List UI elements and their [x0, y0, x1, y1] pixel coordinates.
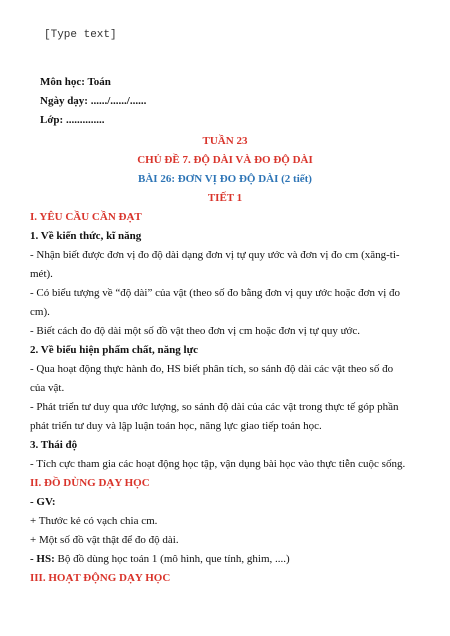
header-placeholder: [Type text] — [44, 29, 117, 41]
lesson-title: BÀI 26: ĐƠN VỊ ĐO ĐỘ DÀI (2 tiết) — [138, 173, 312, 185]
paragraph-text: - Tích cực tham gia các hoạt động học tập, vận dụng bài học vào thực tiễn cuộc sống. — [30, 458, 406, 470]
paragraph-text: - Qua hoạt động thực hành đo, HS biết phân tích, so sánh độ dài các vật theo số đo — [30, 363, 394, 375]
section3-heading: III. HOẠT ĐỘNG DẠY HỌC — [30, 572, 171, 584]
hs-line — [30, 552, 290, 566]
paragraph-text: - Có biểu tượng về “độ dài” của vật (theo số đo bằng đơn vị quy ước hoặc đơn vị đo — [30, 287, 400, 299]
date-line: Ngày dạy: ....../....../...... — [40, 95, 147, 107]
paragraph-text: - Biết cách đo độ dài một số đồ vật theo đơn vị cm hoặc đơn vị tự quy ước. — [30, 325, 360, 337]
section2-heading: II. ĐỒ DÙNG DẠY HỌC — [30, 477, 150, 489]
paragraph-text: - Nhận biết được đơn vị đo độ dài dạng đơn vị tự quy ước và đơn vị đo cm (xăng-ti- — [30, 249, 400, 261]
topic-title: CHỦ ĐỀ 7. ĐỘ DÀI VÀ ĐO ĐỘ DÀI — [137, 154, 313, 166]
section1-heading: I. YÊU CẦU CẦN ĐẠT — [30, 211, 142, 223]
gv-item: + Một số đồ vật thật để đo độ dài. — [30, 534, 179, 546]
gv-item: + Thước kẻ có vạch chia cm. — [30, 515, 158, 527]
paragraph-text: của vật. — [30, 382, 65, 394]
section1-sub2: 2. Về biểu hiện phẩm chất, năng lực — [30, 344, 199, 356]
hs-label: - HS: — [30, 553, 55, 565]
class-line: Lớp: .............. — [40, 114, 105, 126]
paragraph-text: cm). — [30, 306, 50, 318]
gv-label: - GV: — [30, 496, 56, 508]
section1-sub3: 3. Thái độ — [30, 439, 78, 451]
section1-sub1: 1. Về kiến thức, kĩ năng — [30, 230, 142, 242]
subject-line: Môn học: Toán — [40, 76, 111, 88]
paragraph-text: - Phát triển tư duy qua ước lượng, so sánh độ dài của các vật trong thực tế góp phần — [30, 401, 399, 413]
paragraph-text: mét). — [30, 268, 53, 280]
period-title: TIẾT 1 — [207, 192, 243, 204]
week-title: TUẦN 23 — [202, 135, 248, 147]
hs-text: Bộ đồ dùng học toán 1 (mô hình, que tính, ghim, ....) — [54, 553, 290, 565]
paragraph-text: phát triển tư duy và lập luận toán học, năng lực giao tiếp toán học. — [30, 420, 322, 432]
